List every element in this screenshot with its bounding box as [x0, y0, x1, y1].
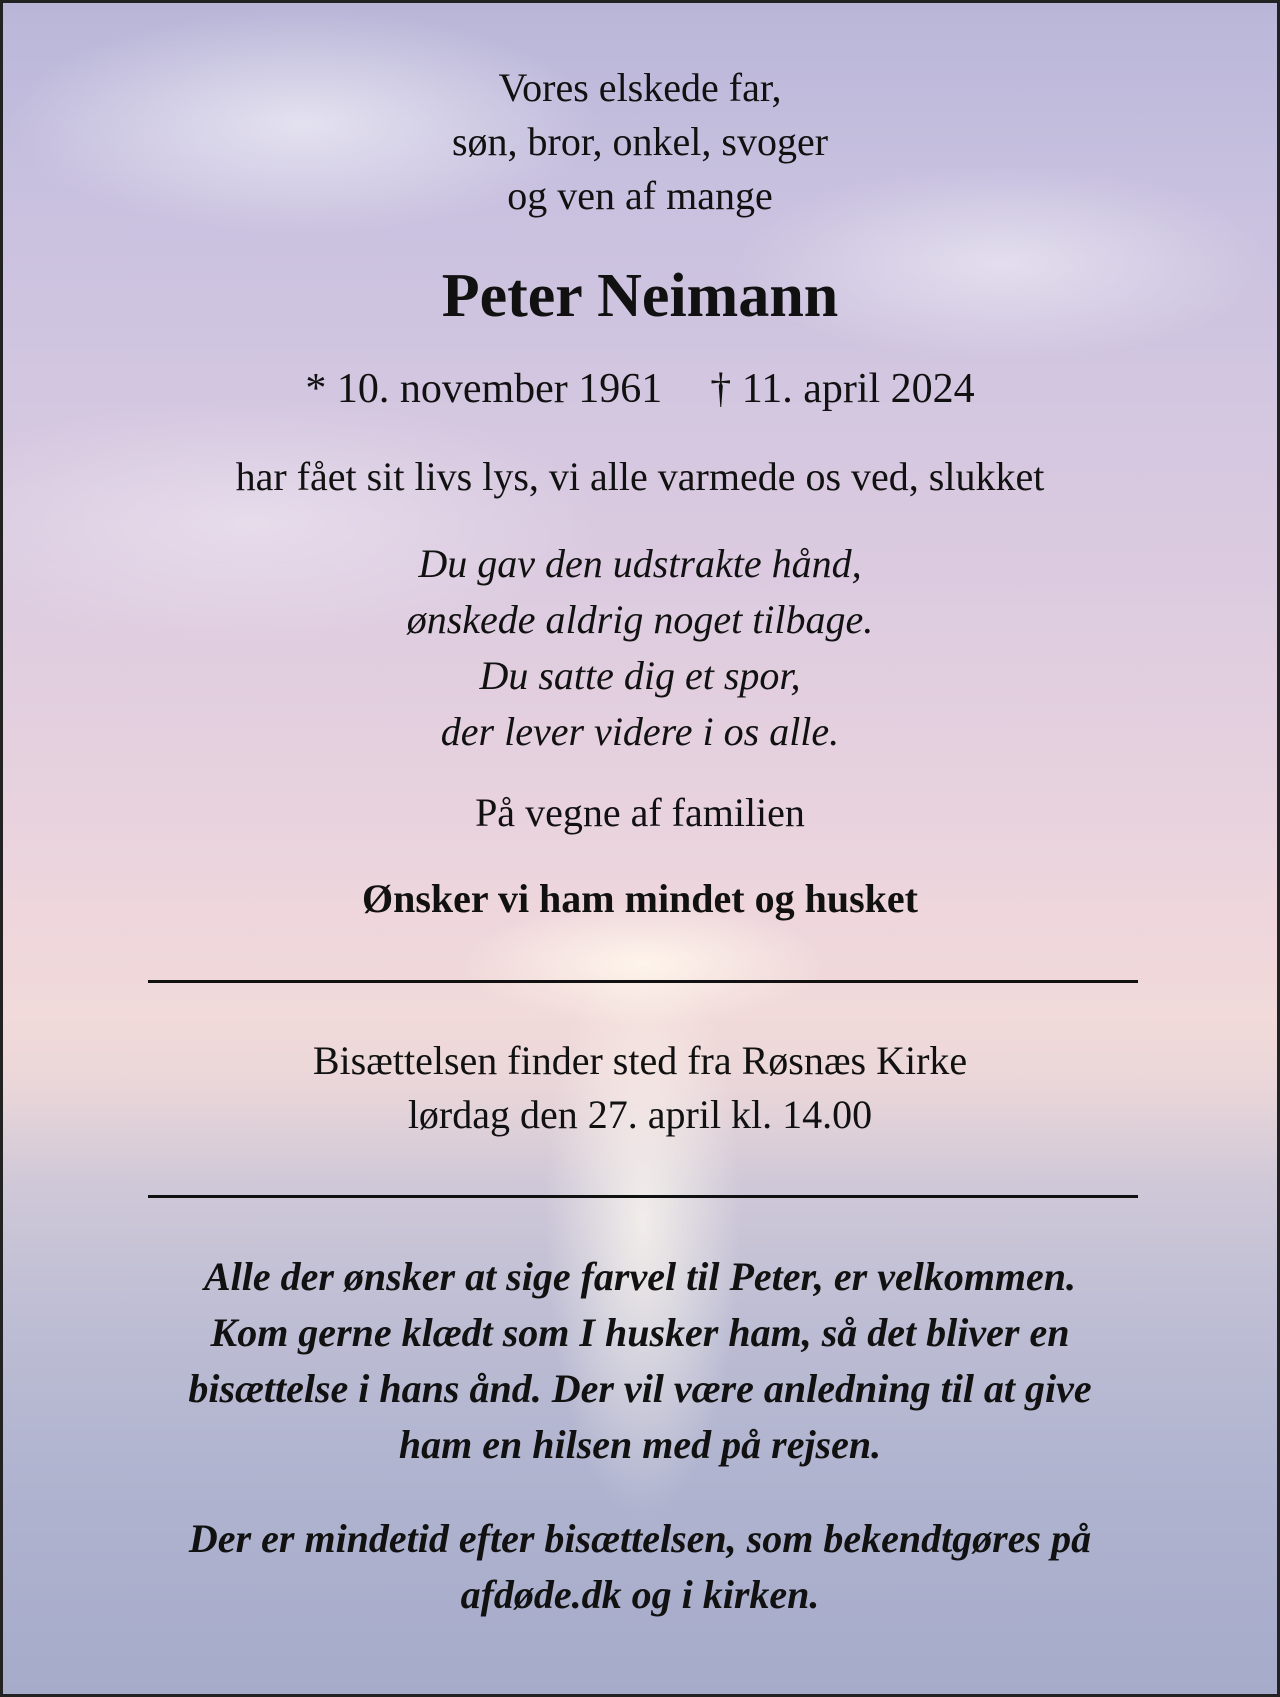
subline: har fået sit livs lys, vi alle varmede os ved, slukket	[235, 454, 1045, 499]
life-dates	[3, 365, 1277, 413]
verse-line-2: ønskede aldrig noget tilbage.	[406, 597, 874, 642]
divider-bottom	[148, 1195, 1138, 1198]
intro-line-1: Vores elskede far,	[498, 65, 782, 110]
intro-line-3: og ven af mange	[507, 173, 773, 218]
death-date: † 11. april 2024	[710, 366, 975, 412]
birth-date: * 10. november 1961	[305, 366, 663, 412]
verse-line-3: Du satte dig et spor,	[479, 653, 801, 698]
family-line: På vegne af familien	[475, 790, 805, 835]
divider-top	[148, 980, 1138, 983]
closing-line-2: Kom gerne klædt som I husker ham, så det bliver en	[210, 1310, 1070, 1355]
intro-line-2: søn, bror, onkel, svoger	[451, 119, 829, 164]
service-line-1: Bisættelsen finder sted fra Røsnæs Kirke	[312, 1038, 968, 1083]
closing-line-6: afdøde.dk og i kirken.	[460, 1572, 820, 1617]
verse-line-4: der lever videre i os alle.	[440, 709, 840, 754]
closing-line-4: ham en hilsen med på rejsen.	[398, 1422, 882, 1467]
closing-line-1: Alle der ønsker at sige farvel til Peter, er velkommen.	[203, 1254, 1077, 1299]
closing-line-5: Der er mindetid efter bisættelsen, som bekendtgøres på	[188, 1516, 1092, 1561]
deceased-name: Peter Neimann	[441, 262, 839, 330]
closing-line-3: bisættelse i hans ånd. Der vil være anledning til at give	[188, 1366, 1092, 1411]
verse-line-1: Du gav den udstrakte hånd,	[418, 541, 862, 586]
service-line-2: lørdag den 27. april kl. 14.00	[407, 1092, 873, 1137]
wish-line: Ønsker vi ham mindet og husket	[361, 876, 918, 921]
